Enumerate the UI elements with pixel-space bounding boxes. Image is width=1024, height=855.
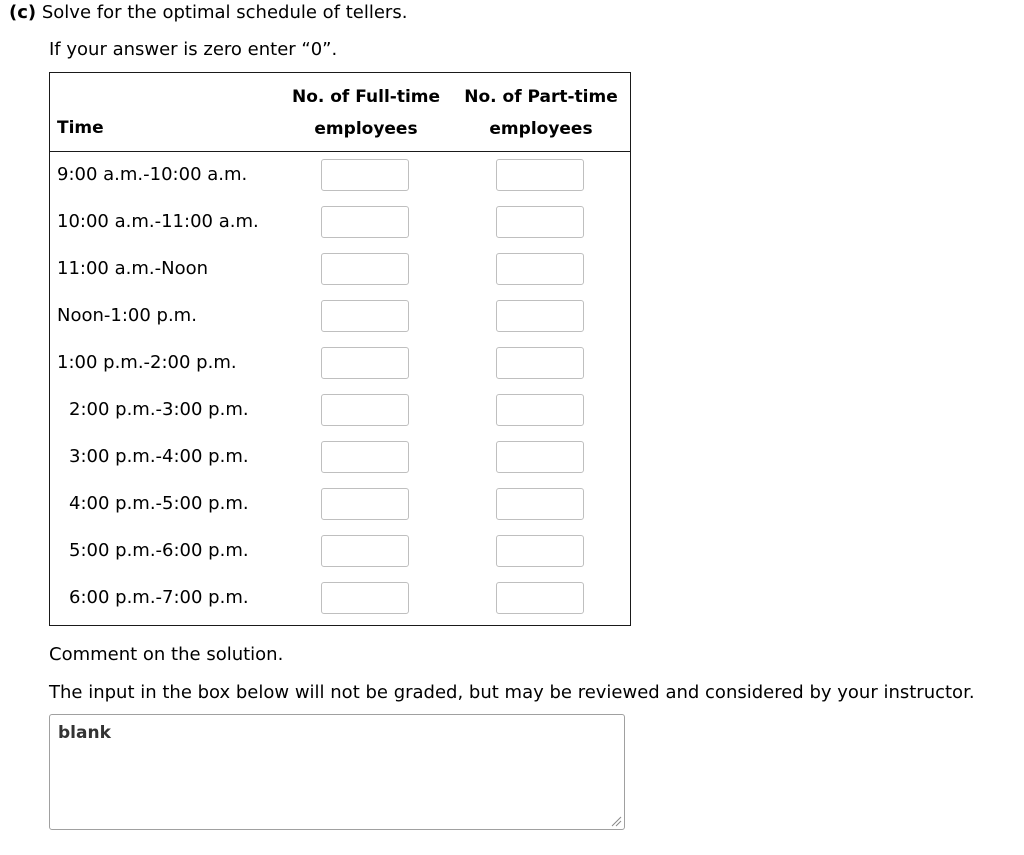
header-time: Time — [57, 118, 104, 138]
full-time-input[interactable] — [321, 206, 409, 238]
part-time-input[interactable] — [496, 394, 584, 426]
part-time-input[interactable] — [496, 347, 584, 379]
table-row — [50, 294, 630, 341]
part-time-input[interactable] — [496, 582, 584, 614]
question-instruction — [9, 0, 407, 26]
row-time: 6:00 p.m.-7:00 p.m. — [69, 587, 249, 608]
table-row — [50, 482, 630, 529]
comment-prompt: Comment on the solution. — [49, 644, 284, 665]
full-time-input[interactable] — [321, 159, 409, 191]
schedule-table — [49, 72, 631, 626]
table-row — [50, 153, 630, 200]
full-time-input[interactable] — [321, 582, 409, 614]
full-time-input[interactable] — [321, 535, 409, 567]
part-time-input[interactable] — [496, 441, 584, 473]
resize-handle-icon[interactable] — [611, 816, 622, 827]
full-time-input[interactable] — [321, 488, 409, 520]
header-full-time-line1: No. of Full-time — [291, 87, 441, 107]
zero-hint: If your answer is zero enter “0”. — [49, 39, 338, 60]
full-time-input[interactable] — [321, 394, 409, 426]
row-time: 3:00 p.m.-4:00 p.m. — [69, 446, 249, 467]
part-time-input[interactable] — [496, 488, 584, 520]
part-label: (c) — [9, 2, 37, 23]
row-time: 11:00 a.m.-Noon — [57, 258, 208, 279]
part-time-input[interactable] — [496, 300, 584, 332]
table-row — [50, 576, 630, 623]
full-time-input[interactable] — [321, 300, 409, 332]
table-row — [50, 529, 630, 576]
row-time: 1:00 p.m.-2:00 p.m. — [57, 352, 237, 373]
header-part-time-line2: employees — [489, 119, 593, 139]
header-full-time — [282, 81, 450, 145]
row-time: Noon-1:00 p.m. — [57, 305, 197, 326]
table-header — [50, 73, 630, 152]
part-time-input[interactable] — [496, 253, 584, 285]
row-time: 5:00 p.m.-6:00 p.m. — [69, 540, 249, 561]
header-full-time-line2: employees — [314, 119, 418, 139]
grading-note: The input in the box below will not be graded, but may be reviewed and considered by your instructor. — [49, 682, 975, 703]
row-time: 10:00 a.m.-11:00 a.m. — [57, 211, 259, 232]
full-time-input[interactable] — [321, 347, 409, 379]
part-time-input[interactable] — [496, 159, 584, 191]
part-time-input[interactable] — [496, 206, 584, 238]
table-row — [50, 341, 630, 388]
full-time-input[interactable] — [321, 441, 409, 473]
table-row — [50, 435, 630, 482]
comment-textarea[interactable] — [49, 714, 625, 830]
header-part-time — [455, 81, 627, 145]
header-part-time-line1: No. of Part-time — [464, 87, 618, 107]
row-time: 4:00 p.m.-5:00 p.m. — [69, 493, 249, 514]
table-row — [50, 247, 630, 294]
table-row — [50, 388, 630, 435]
instruction-text: Solve for the optimal schedule of tellers. — [41, 2, 408, 23]
table-row — [50, 200, 630, 247]
row-time: 2:00 p.m.-3:00 p.m. — [69, 399, 249, 420]
full-time-input[interactable] — [321, 253, 409, 285]
comment-text: blank — [58, 723, 111, 743]
row-time: 9:00 a.m.-10:00 a.m. — [57, 164, 248, 185]
part-time-input[interactable] — [496, 535, 584, 567]
